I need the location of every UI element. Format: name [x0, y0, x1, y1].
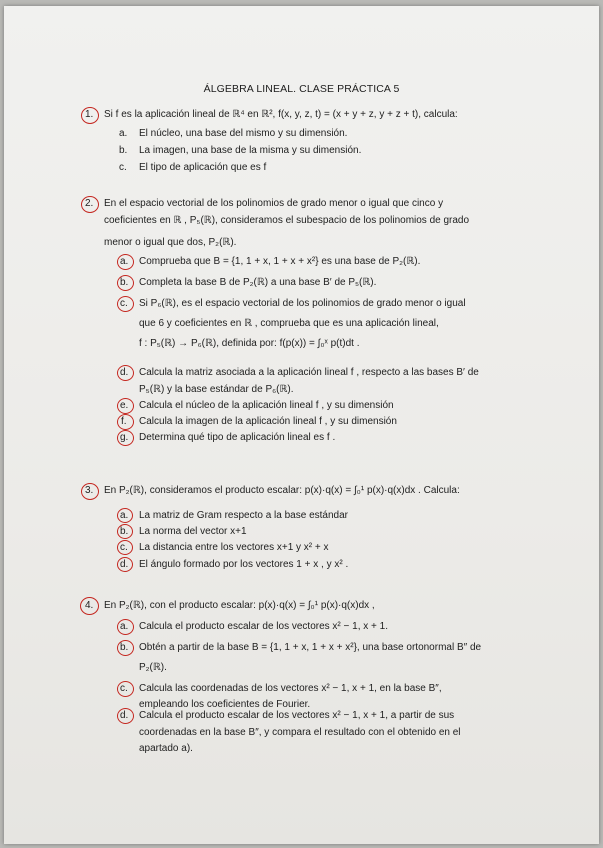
exercise-4-item-text: apartado a).	[139, 743, 193, 754]
exercise-3-item-text: La norma del vector x+1	[139, 526, 247, 537]
exercise-4-item-text: Calcula el producto escalar de los vectores x² − 1, x + 1.	[139, 621, 389, 632]
exercise-2-item-label: d.	[120, 367, 129, 378]
exercise-4-item-label: a.	[120, 621, 129, 632]
exercise-2-item-label: f.	[121, 416, 127, 427]
exercise-4-item-text: empleando los coeficientes de Fourier.	[139, 699, 311, 710]
exercise-2-item-text: Determina qué tipo de aplicación lineal es f .	[139, 432, 336, 443]
exercise-2-statement-line: coeficientes en ℝ , P₅(ℝ), consideramos el subespacio de los polinomios de grado	[104, 215, 470, 226]
exercise-3-item-text: El ángulo formado por los vectores 1 + x , y x² .	[139, 559, 349, 570]
exercise-2-statement-line: menor o igual que dos, P₂(ℝ).	[104, 237, 237, 248]
exercise-2-item-text: Si P₆(ℝ), es el espacio vectorial de los polinomios de grado menor o igual	[139, 298, 466, 309]
exercise-2-item-text: f : P₅(ℝ) → P₆(ℝ), definida por: f(p(x)) = ∫₀ˣ p(t)dt .	[139, 338, 360, 349]
exercise-1-item-label: c.	[119, 162, 127, 173]
exercise-4-item-text: Obtén a partir de la base B = {1, 1 + x, 1 + x + x²}, una base ortonormal B″ de	[139, 642, 482, 653]
exercise-4-item-text: Calcula el producto escalar de los vectores x² − 1, x + 1, a partir de sus	[139, 710, 455, 721]
exercise-2-item-label: b.	[120, 277, 129, 288]
exercise-1-item-text: El tipo de aplicación que es f	[139, 162, 267, 173]
exercise-1-item-label: a.	[119, 128, 128, 139]
exercise-4-item-label: b.	[120, 642, 129, 653]
exercise-2-item-text: que 6 y coeficientes en ℝ , comprueba que es una aplicación lineal,	[139, 318, 439, 329]
exercise-1-item-text: El núcleo, una base del mismo y su dimensión.	[139, 128, 348, 139]
exercise-2-statement-line: En el espacio vectorial de los polinomios de grado menor o igual que cinco y	[104, 198, 444, 209]
exercise-2-item-label: e.	[120, 400, 129, 411]
exercise-2-item-text: P₅(ℝ) y la base estándar de P₆(ℝ).	[139, 384, 294, 395]
exercise-1-number: 1.	[85, 109, 94, 120]
exercise-3-item-label: d.	[120, 559, 129, 570]
exercise-2-item-label: a.	[120, 256, 129, 267]
exercise-2-item-text: Calcula la imagen de la aplicación lineal f , y su dimensión	[139, 416, 397, 427]
exercise-4-item-label: c.	[120, 683, 128, 694]
exercise-3-number: 3.	[85, 485, 94, 496]
exercise-3-item-label: c.	[120, 542, 128, 553]
page-title: ÁLGEBRA LINEAL. CLASE PRÁCTICA 5	[203, 83, 400, 95]
exercise-2-item-label: c.	[120, 298, 128, 309]
exercise-1-statement: Si f es la aplicación lineal de ℝ⁴ en ℝ², f(x, y, z, t) = (x + y + z, y + z + t), calcula:	[104, 109, 458, 120]
exercise-4-statement: En P₂(ℝ), con el producto escalar: p(x)·q(x) = ∫₀¹ p(x)·q(x)dx ,	[104, 600, 375, 611]
exercise-3-item-label: b.	[120, 526, 129, 537]
exercise-2-number: 2.	[85, 198, 94, 209]
exercise-4-item-text: coordenadas en la base B″, y compara el resultado con el obtenido en el	[139, 727, 461, 738]
exercise-4-item-label: d.	[120, 710, 129, 721]
exercise-4-number: 4.	[85, 600, 94, 611]
exercise-2-item-text: Completa la base B de P₂(ℝ) a una base B′ de P₅(ℝ).	[139, 277, 377, 288]
exercise-4-item-text: Calcula las coordenadas de los vectores x² − 1, x + 1, en la base B″,	[139, 683, 442, 694]
exercise-3-statement: En P₂(ℝ), consideramos el producto escalar: p(x)·q(x) = ∫₀¹ p(x)·q(x)dx . Calcula:	[104, 485, 460, 496]
exercise-4-item-text: P₂(ℝ).	[139, 662, 167, 673]
exercise-3-item-label: a.	[120, 510, 129, 521]
exercise-2-item-text: Calcula la matriz asociada a la aplicación lineal f , respecto a las bases B′ de	[139, 367, 479, 378]
exercise-2-item-text: Comprueba que B = {1, 1 + x, 1 + x + x²} es una base de P₂(ℝ).	[139, 256, 421, 267]
exercise-3-item-text: La matriz de Gram respecto a la base estándar	[139, 510, 348, 521]
exercise-1-item-label: b.	[119, 145, 128, 156]
exercise-2-item-text: Calcula el núcleo de la aplicación lineal f , y su dimensión	[139, 400, 394, 411]
exercise-1-item-text: La imagen, una base de la misma y su dimensión.	[139, 145, 362, 156]
exercise-3-item-text: La distancia entre los vectores x+1 y x² + x	[139, 542, 329, 553]
exercise-2-item-label: g.	[120, 432, 129, 443]
